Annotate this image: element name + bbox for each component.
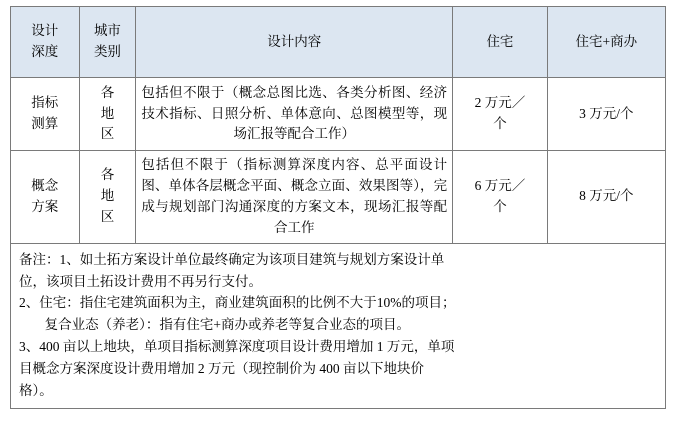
- cell-design-content: 包括但不限于（指标测算深度内容、总平面设计图、单体各层概念平面、概念立面、效果图等），完成与规划部门沟通深度的方案文本，现场汇报等配合工作: [136, 151, 453, 244]
- cell-mixed-fee: 3 万元/个: [547, 78, 665, 151]
- cell-design-content: 包括但不限于（概念总图比选、各类分析图、经济技术指标、日照分析、单体意向、总图模型等，现场汇报等配合工作）: [136, 78, 453, 151]
- table-body: [11, 78, 666, 244]
- table-row: [11, 151, 666, 244]
- document-page: [0, 6, 676, 447]
- column-header-city-type: 城市 类别: [79, 7, 136, 78]
- cell-residential-fee: 2 万元／ 个: [453, 78, 548, 151]
- column-header-residential: 住宅: [453, 7, 548, 78]
- note-line-1: 备注：1、如土拓方案设计单位最终确定为该项目建筑与规划方案设计单: [19, 251, 445, 267]
- note-line-7: 格）。: [19, 382, 53, 398]
- cell-city-type: 各 地 区: [79, 151, 136, 244]
- note-line-3: 2、住宅：指住宅建筑面积为主，商业建筑面积的比例不大于10%的项目；: [19, 295, 456, 311]
- cell-design-depth: 指标 测算: [11, 78, 80, 151]
- table-notes: [10, 244, 666, 409]
- note-line-2: 位，该项目土拓设计费用不再另行支付。: [19, 273, 262, 289]
- table-header-row: [11, 7, 666, 78]
- cell-design-depth: 概念 方案: [11, 151, 80, 244]
- note-line-4: 复合业态（养老）：指有住宅+商办或养老等复合业态的项目。: [44, 317, 411, 333]
- column-header-residential-commercial: 住宅+商办: [547, 7, 665, 78]
- column-header-design-depth: 设计 深度: [11, 7, 80, 78]
- cell-mixed-fee: 8 万元/个: [547, 151, 665, 244]
- note-line-5: 3、400 亩以上地块，单项目指标测算深度项目设计费用增加 1 万元，单项: [19, 339, 455, 355]
- table-header: [11, 7, 666, 78]
- design-fee-table: [10, 6, 666, 244]
- column-header-design-content: 设计内容: [136, 7, 453, 78]
- table-row: [11, 78, 666, 151]
- note-line-6: 目概念方案深度设计费用增加 2 万元（现控制价为 400 亩以下地块价: [19, 360, 424, 376]
- cell-city-type: 各 地 区: [79, 78, 136, 151]
- cell-residential-fee: 6 万元／ 个: [453, 151, 548, 244]
